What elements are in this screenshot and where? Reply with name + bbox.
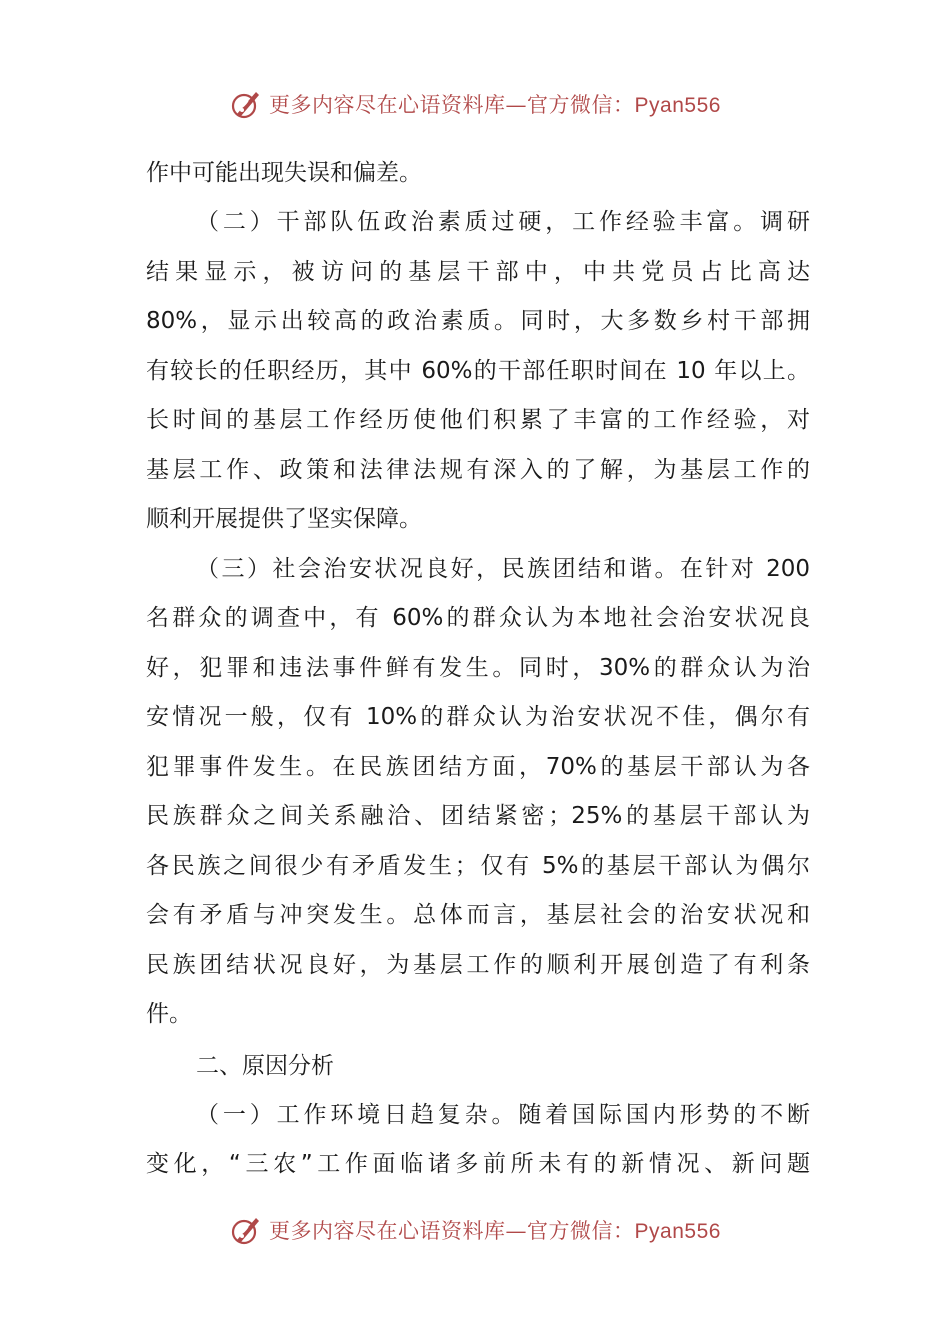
text-line: 有较长的任职经历，其中 60%的干部任职时间在 10 年以上。 xyxy=(146,358,810,384)
text-line: 顺利开展提供了坚实保障。 xyxy=(146,506,422,532)
text-line: 民族群众之间关系融洽、团结紧密；25%的基层干部认为 xyxy=(146,803,810,829)
text-line: 会有矛盾与冲突发生。总体而言，基层社会的治安状况和 xyxy=(146,902,810,928)
text-line: （三）社会治安状况良好，民族团结和谐。在针对 200 xyxy=(196,556,810,582)
text-line: 安情况一般，仅有 10%的群众认为治安状况不佳，偶尔有 xyxy=(146,704,810,730)
text-line: 基层工作、政策和法律法规有深入的了解，为基层工作的 xyxy=(146,457,810,483)
watermark-text: 更多内容尽在心语资料库—官方微信：Pyan556 xyxy=(269,1219,721,1243)
watermark-text: 更多内容尽在心语资料库—官方微信：Pyan556 xyxy=(269,93,721,117)
text-line: （二）干部队伍政治素质过硬，工作经验丰富。调研 xyxy=(196,209,810,235)
text-line: 好，犯罪和违法事件鲜有发生。同时，30%的群众认为治 xyxy=(146,655,810,681)
text-line: （一）工作环境日趋复杂。随着国际国内形势的不断 xyxy=(196,1102,810,1128)
text-line: 名群众的调查中，有 60%的群众认为本地社会治安状况良 xyxy=(146,605,810,631)
text-line: 件。 xyxy=(146,1001,192,1027)
text-line: 80%，显示出较高的政治素质。同时，大多数乡村干部拥 xyxy=(146,308,810,334)
text-line: 长时间的基层工作经历使他们积累了丰富的工作经验，对 xyxy=(146,407,810,433)
text-line: 作中可能出现失误和偏差。 xyxy=(146,160,422,186)
text-line: 各民族之间很少有矛盾发生；仅有 5%的基层干部认为偶尔 xyxy=(146,853,810,879)
text-line: 犯罪事件发生。在民族团结方面，70%的基层干部认为各 xyxy=(146,754,810,780)
quill-pen-logo-icon xyxy=(229,1213,263,1247)
text-line: 变化，“三农”工作面临诸多前所未有的新情况、新问题 xyxy=(146,1151,810,1177)
footer-watermark xyxy=(0,1210,950,1250)
quill-pen-logo-icon xyxy=(229,87,263,121)
section-heading: 二、原因分析 xyxy=(196,1053,334,1079)
text-line: 民族团结状况良好，为基层工作的顺利开展创造了有利条 xyxy=(146,952,810,978)
header-watermark xyxy=(0,84,950,124)
text-line: 结果显示，被访问的基层干部中，中共党员占比高达 xyxy=(146,259,810,285)
